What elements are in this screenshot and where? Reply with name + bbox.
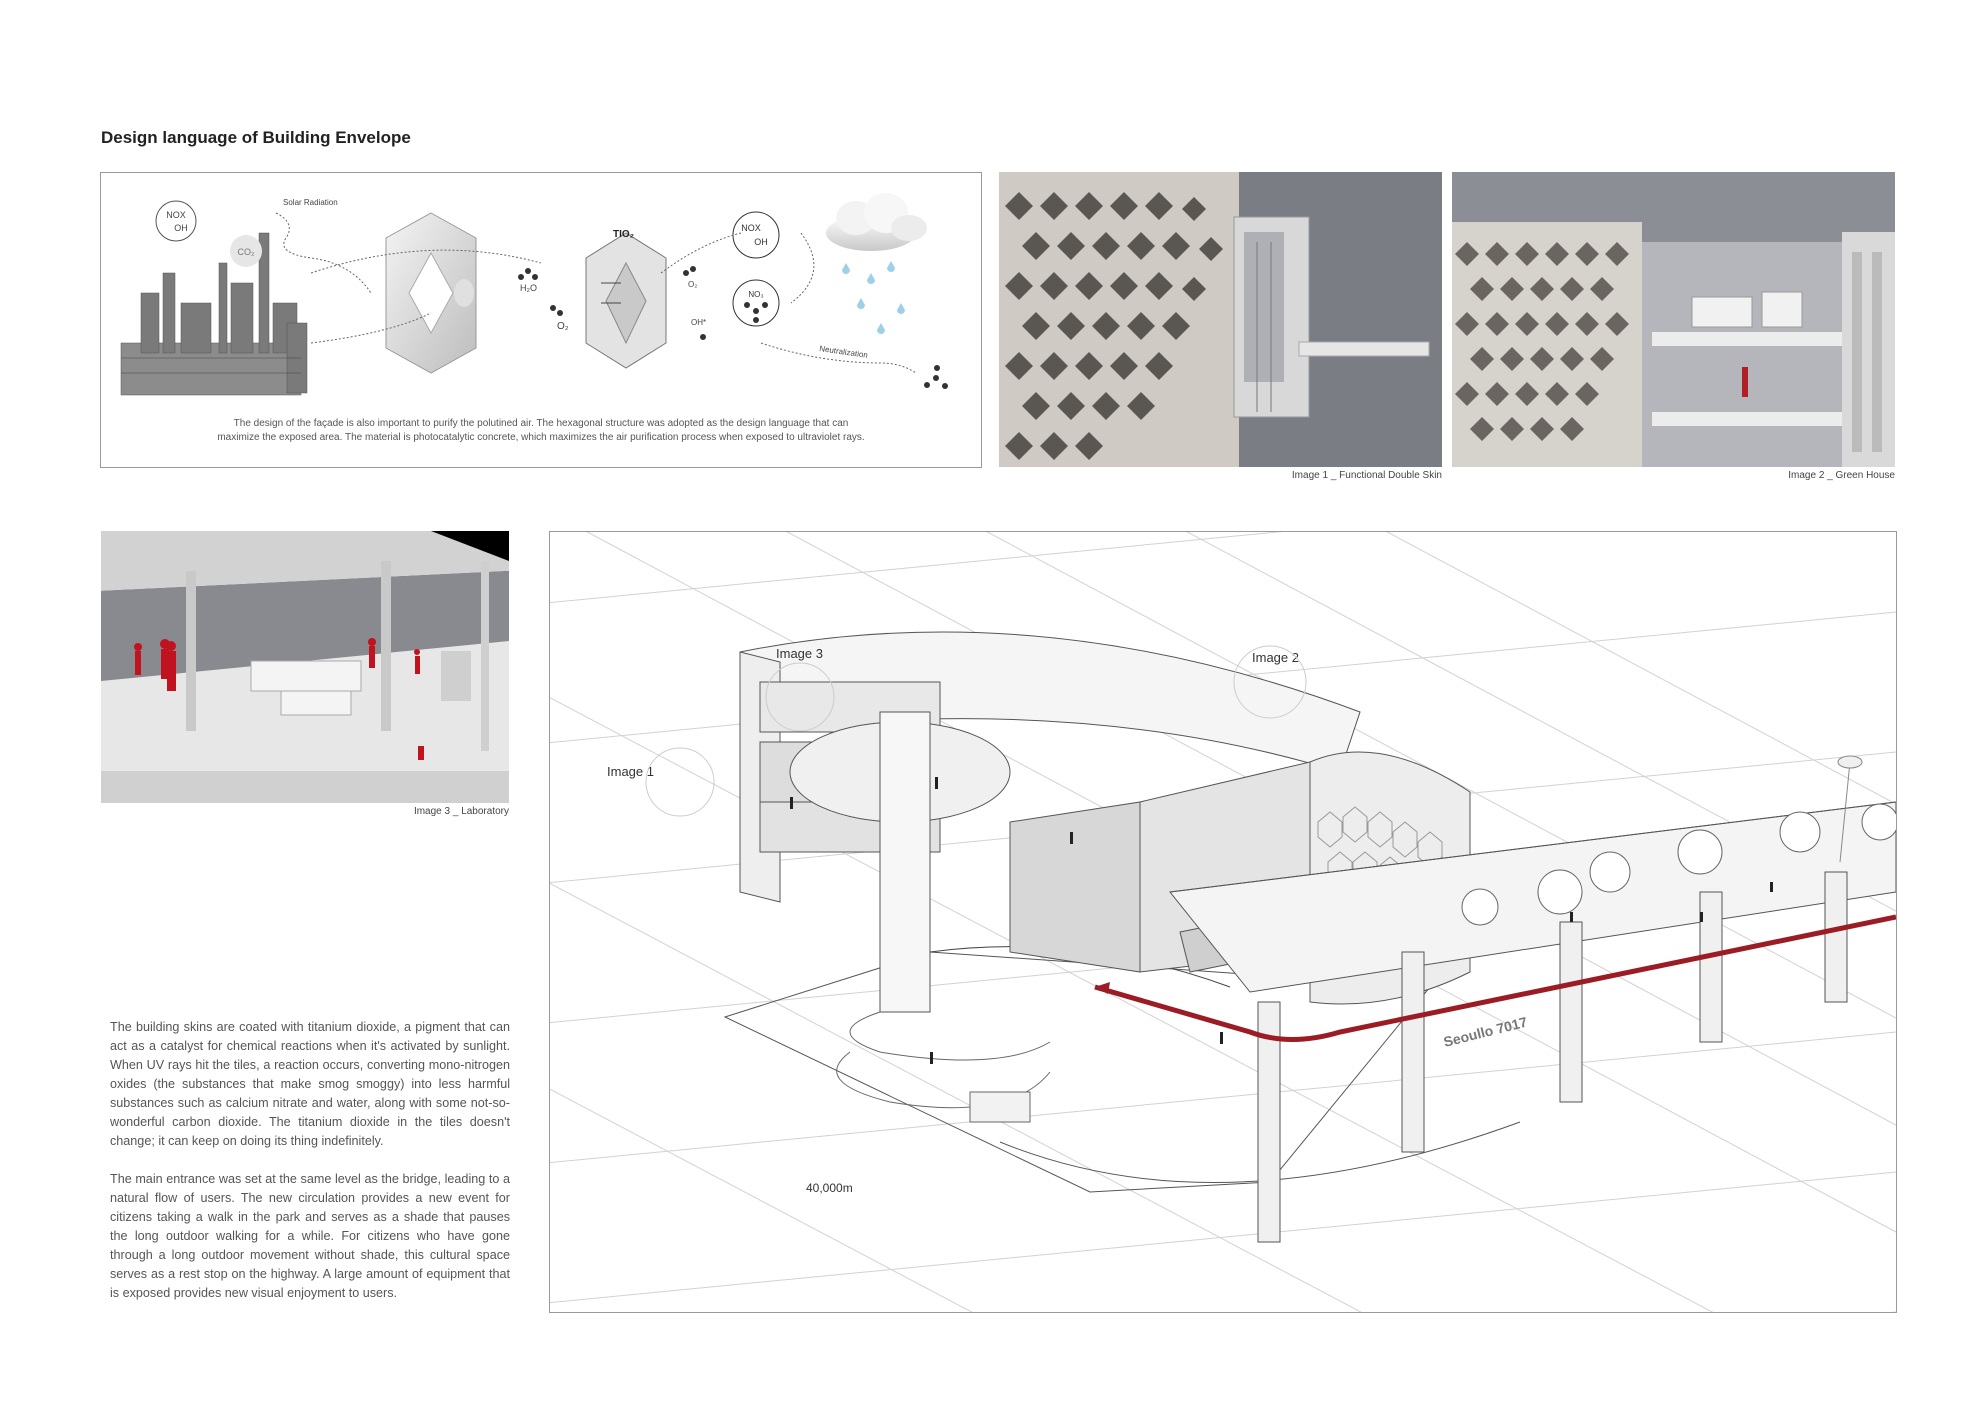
o2-molecule-a bbox=[550, 305, 569, 332]
cloud-icon bbox=[826, 193, 927, 251]
product-molecule bbox=[924, 365, 948, 389]
label-image3: Image 3 bbox=[776, 646, 823, 661]
cycle-arrow bbox=[791, 233, 814, 303]
scale-label: 40,000m bbox=[806, 1181, 853, 1195]
image1-caption: Image 1 _ Functional Double Skin bbox=[1291, 470, 1442, 481]
oh-star-label: OH* bbox=[691, 318, 707, 327]
tio2-crystal-icon bbox=[586, 229, 666, 368]
o2-label-b: O₂ bbox=[688, 280, 698, 289]
image1-functional-double-skin-photo bbox=[999, 172, 1442, 467]
no3-bubble bbox=[733, 280, 779, 326]
tio2-label: TIO₂ bbox=[613, 229, 635, 240]
oh-label-right: OH bbox=[754, 237, 768, 247]
image3-caption: Image 3 _ Laboratory bbox=[413, 806, 509, 817]
oh-molecule bbox=[700, 334, 706, 340]
co2-bubble bbox=[230, 235, 262, 267]
label-image1: Image 1 bbox=[607, 764, 654, 779]
rain-drops bbox=[842, 261, 905, 334]
image2-caption: Image 2 _ Green House bbox=[1788, 470, 1895, 481]
image2-green-house-photo bbox=[1452, 172, 1895, 467]
o2-label-a: O₂ bbox=[557, 321, 569, 332]
nox-oh-bubble-left bbox=[156, 201, 196, 241]
image3-laboratory-photo bbox=[101, 531, 509, 803]
solar-radiation-label: Solar Radiation bbox=[283, 198, 338, 207]
diagram-caption-line2: maximize the exposed area. The material is photocatalytic concrete, which maximizes the air purification process when exposed to ultraviolet rays. bbox=[217, 432, 865, 443]
paragraph-main-entrance: The main entrance was set at the same level as the bridge, leading to a natural flow of users. The new circulation provides a new event for citizens taking a walk in the park and serves as a shade that pauses the long outdoor walking for a while. For citizens who have gone through a long outdoor movement without shade, this cultural space serves as a rest stop on the highway. A large amount of equipment that is exposed provides new visual enjoyment to users. bbox=[110, 1172, 510, 1300]
page-title: Design language of Building Envelope bbox=[101, 128, 411, 147]
bridge-label: Seoullo 7017 bbox=[1441, 1013, 1529, 1050]
label-image2: Image 2 bbox=[1252, 650, 1299, 665]
factory-image bbox=[121, 233, 307, 395]
diagram-illustration bbox=[101, 173, 981, 413]
h2o-molecule bbox=[518, 268, 538, 293]
oh-label-left: OH bbox=[174, 223, 188, 233]
nox-label-right: NOX bbox=[741, 223, 761, 233]
h2o-label: H₂O bbox=[520, 283, 537, 293]
diagram-caption-line1: The design of the façade is also important to purify the polutined air. The hexagonal structure was adopted as the design language that can bbox=[233, 418, 849, 429]
axonometric-drawing bbox=[549, 531, 1897, 1313]
diagram-caption bbox=[101, 417, 981, 445]
co2-label: CO₂ bbox=[237, 247, 255, 257]
paragraph-titanium-dioxide: The building skins are coated with titanium dioxide, a pigment that can act as a catalyst for chemical reactions when it's activated by sunlight. When UV rays hit the tiles, a reaction occurs, converting mono-nitrogen oxides (the substances that make smog smoggy) into less harmful substances such as calcium nitrate and water, along with some not-so-wonderful carbon dioxide. The titanium dioxide in the tiles doesn't change; it can keep on doing its thing indefinitely. bbox=[110, 1020, 510, 1148]
o2-molecule-b bbox=[683, 266, 697, 289]
nox-oh-bubble-right bbox=[733, 212, 779, 258]
nox-label-left: NOX bbox=[166, 210, 186, 220]
radiation-path bbox=[276, 213, 371, 293]
neutralization-label: Neutralization bbox=[818, 344, 869, 360]
photocatalysis-diagram bbox=[100, 172, 982, 468]
no3-label: NO₃ bbox=[748, 290, 764, 299]
hexagon-tile-icon bbox=[386, 213, 476, 373]
